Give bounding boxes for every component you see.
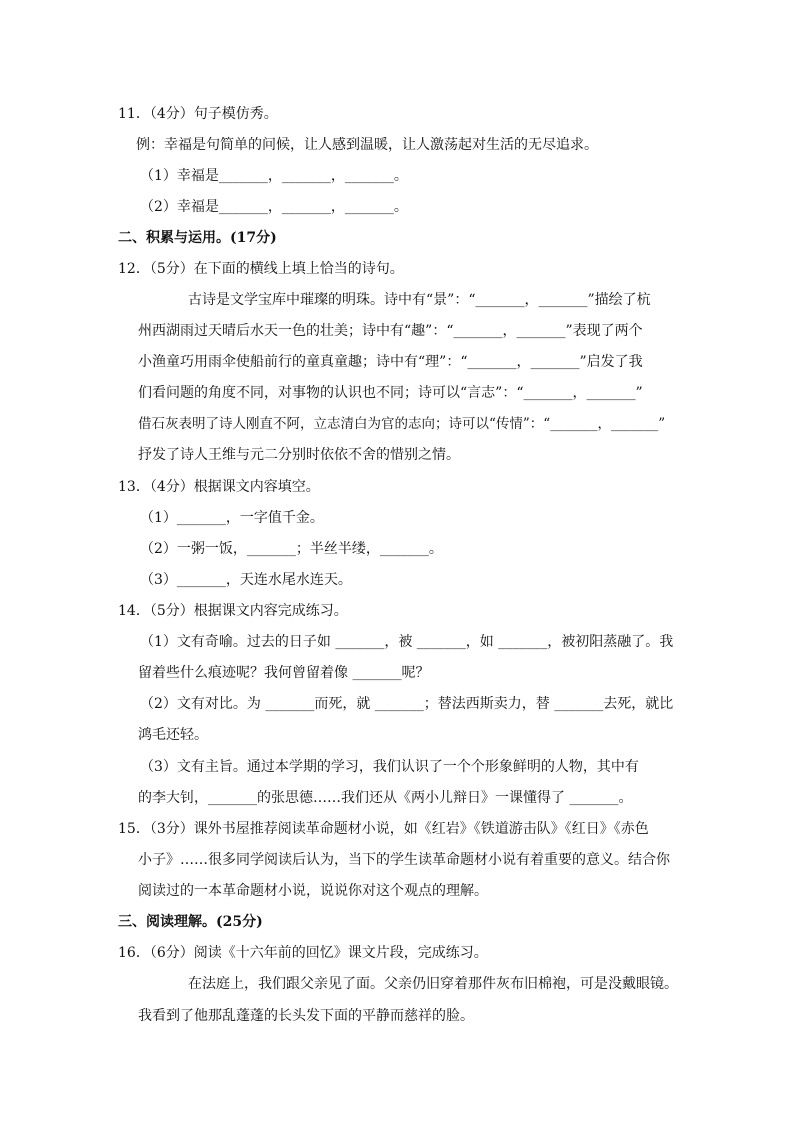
q12-para-line-2: 州西湖雨过天晴后水天一色的壮美；诗中有“趣”：“_______，_______”表现了两个 [138,323,643,339]
q11-example: 例：幸福是句简单的问候，让人感到温暖，让人激荡起对生活的无尽追求。 [136,137,598,153]
q14-item-3-line-2: 的李大钊，_______的张思德……我们还从《两小儿辩日》一课懂得了 _______。 [138,790,633,806]
section-2-title: 二、积累与运用。(17分) [118,230,277,246]
q11-heading: 11．（4分）句子模仿秀。 [118,106,278,122]
q12-heading: 12．（5分）在下面的横线上填上恰当的诗句。 [118,261,404,277]
q16-heading: 16．（6分）阅读《十六年前的回忆》课文片段，完成练习。 [118,945,488,961]
q14-item-1-line-2: 留着些什么痕迹呢？我何曾留着像 _______呢？ [138,665,430,681]
q14-item-2-line-1: （2）文有对比。为 _______而死，就 _______；替法西斯卖力，替 _______去死，就比 [140,696,674,712]
q16-passage-line-1: 在法庭上，我们跟父亲见了面。父亲仍旧穿着那件灰布旧棉袍，可是没戴眼镜。 [188,976,678,992]
q12-para-line-5: 借石灰表明了诗人刚直不阿，立志清白为官的志向；诗可以“传情”：“_______，_______” [138,416,666,432]
q12-para-line-1: 古诗是文学宝库中璀璨的明珠。诗中有“景”：“_______，_______”描绘了杭 [188,292,651,308]
q13-heading: 13．（4分）根据课文内容填空。 [118,479,320,495]
q14-item-1-line-1: （1）文有奇喻。过去的日子如 _______，被 _______，如 _______，被初阳蒸融了。我 [140,634,674,650]
q13-item-1: （1）_______，一字值千金。 [140,510,324,526]
q12-para-line-6: 抒发了诗人王维与元二分别时依依不舍的惜别之情。 [138,447,460,463]
q12-para-line-3: 小渔童巧用雨伞使船前行的童真童趣；诗中有“理”：“_______，_______”启发了我 [138,354,643,370]
q16-passage-line-2: 我看到了他那乱蓬蓬的长头发下面的平静而慈祥的脸。 [138,1008,474,1024]
q14-heading: 14．（5分）根据课文内容完成练习。 [118,603,348,619]
q11-item-2: （2）幸福是_______，_______，_______。 [140,199,408,215]
q13-item-2: （2）一粥一饭，_______；半丝半缕，_______。 [140,541,443,557]
q11-item-1: （1）幸福是_______，_______，_______。 [140,168,408,184]
q15-line-2: 小子》……很多同学阅读后认为，当下的学生读革命题材小说有着重要的意义。结合你 [138,852,670,868]
q15-line-3: 阅读过的一本革命题材小说，说说你对这个观点的理解。 [138,883,488,899]
q13-item-3: （3）_______，天连水尾水连天。 [140,572,352,588]
section-3-title: 三、阅读理解。(25分) [118,914,263,930]
q14-item-2-line-2: 鸿毛还轻。 [138,727,208,743]
q14-item-3-line-1: （3）文有主旨。通过本学期的学习，我们认识了一个个形象鲜明的人物，其中有 [140,759,639,775]
q12-para-line-4: 们看问题的角度不同，对事物的认识也不同；诗可以“言志”：“_______，_______” [138,385,643,401]
q15-line-1: 15．（3分）课外书屋推荐阅读革命题材小说，如《红岩》《铁道游击队》《红日》《赤色 [118,821,649,837]
